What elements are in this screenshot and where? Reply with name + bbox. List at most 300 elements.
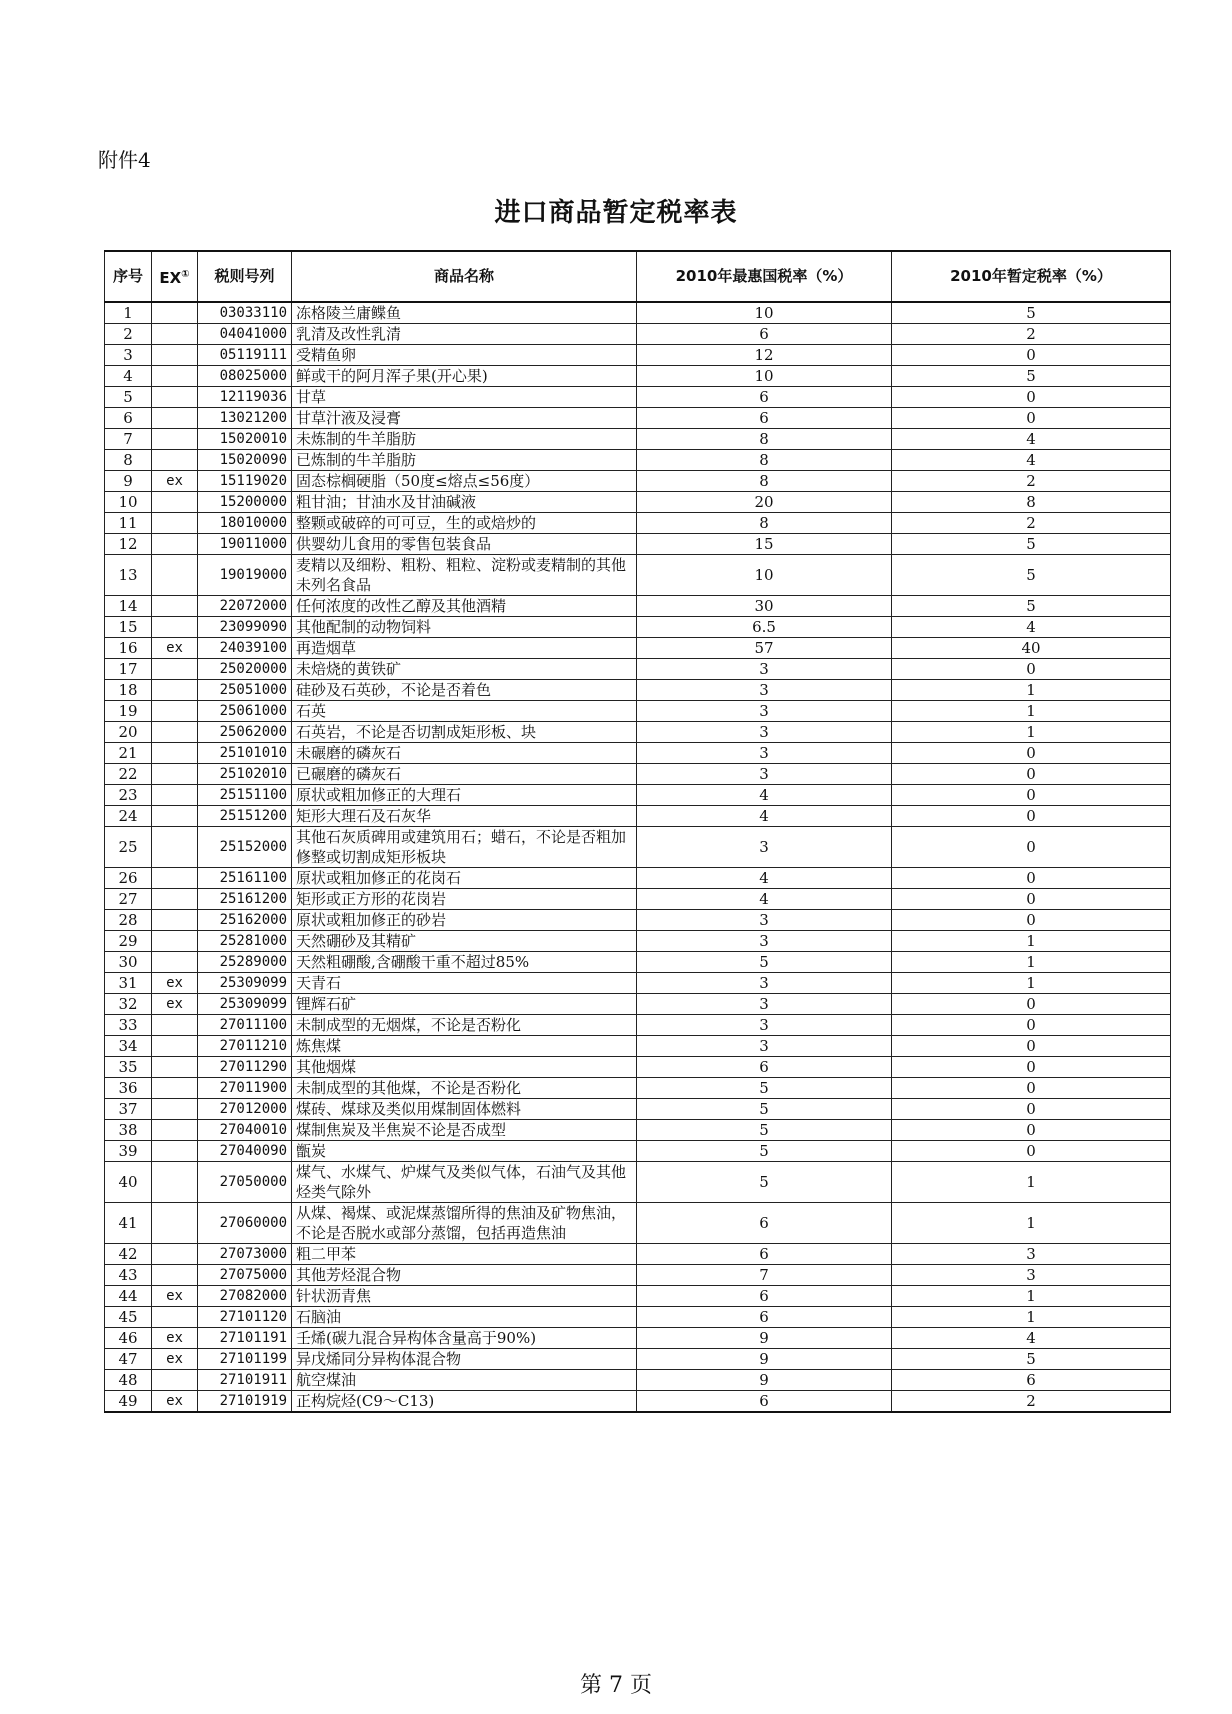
mfn-rate-cell: 20 xyxy=(637,492,892,513)
product-name-cell: 已碾磨的磷灰石 xyxy=(292,764,637,785)
tariff-code-cell: 27101120 xyxy=(198,1307,292,1328)
table-row xyxy=(105,366,1171,387)
table-row xyxy=(105,1015,1171,1036)
ex-cell xyxy=(152,785,198,806)
product-name-cell: 再造烟草 xyxy=(292,638,637,659)
tariff-code-cell: 27060000 xyxy=(198,1203,292,1244)
provisional-rate-cell: 0 xyxy=(892,743,1171,764)
tariff-code-cell: 27011290 xyxy=(198,1057,292,1078)
product-name-cell: 原状或粗加修正的大理石 xyxy=(292,785,637,806)
table-row xyxy=(105,1307,1171,1328)
provisional-rate-cell: 5 xyxy=(892,555,1171,596)
provisional-rate-cell: 4 xyxy=(892,1328,1171,1349)
provisional-rate-cell: 0 xyxy=(892,764,1171,785)
table-row xyxy=(105,513,1171,534)
provisional-rate-cell: 1 xyxy=(892,973,1171,994)
provisional-rate-cell: 0 xyxy=(892,345,1171,366)
tariff-code-cell: 25061000 xyxy=(198,701,292,722)
product-name-cell: 其他配制的动物饲料 xyxy=(292,617,637,638)
mfn-rate-cell: 3 xyxy=(637,680,892,701)
ex-cell xyxy=(152,408,198,429)
tariff-code-cell: 27101919 xyxy=(198,1391,292,1413)
table-row xyxy=(105,555,1171,596)
product-name-cell: 壬烯(碳九混合异构体含量高于90%) xyxy=(292,1328,637,1349)
ex-cell: ex xyxy=(152,994,198,1015)
table-row xyxy=(105,973,1171,994)
seq-cell: 20 xyxy=(105,722,152,743)
provisional-rate-cell: 2 xyxy=(892,1391,1171,1413)
product-name-cell: 矩形大理石及石灰华 xyxy=(292,806,637,827)
mfn-rate-cell: 6.5 xyxy=(637,617,892,638)
ex-cell xyxy=(152,1141,198,1162)
page-number: 第 7 页 xyxy=(580,1673,652,1698)
ex-cell xyxy=(152,1244,198,1265)
tariff-code-cell: 19019000 xyxy=(198,555,292,596)
provisional-rate-cell: 1 xyxy=(892,701,1171,722)
ex-cell xyxy=(152,492,198,513)
product-name-cell: 未制成型的其他煤，不论是否粉化 xyxy=(292,1078,637,1099)
table-row xyxy=(105,1349,1171,1370)
mfn-rate-cell: 6 xyxy=(637,387,892,408)
seq-cell: 15 xyxy=(105,617,152,638)
provisional-rate-cell: 0 xyxy=(892,806,1171,827)
provisional-rate-cell: 8 xyxy=(892,492,1171,513)
product-name-cell: 天然粗硼酸,含硼酸干重不超过85% xyxy=(292,952,637,973)
table-body xyxy=(105,302,1171,1412)
table-header-row xyxy=(105,251,1171,302)
tariff-code-cell: 27011900 xyxy=(198,1078,292,1099)
tariff-code-cell: 08025000 xyxy=(198,366,292,387)
mfn-rate-cell: 3 xyxy=(637,910,892,931)
provisional-rate-cell: 3 xyxy=(892,1265,1171,1286)
product-name-cell: 石脑油 xyxy=(292,1307,637,1328)
tariff-code-cell: 25101010 xyxy=(198,743,292,764)
seq-cell: 32 xyxy=(105,994,152,1015)
seq-cell: 28 xyxy=(105,910,152,931)
tariff-code-cell: 03033110 xyxy=(198,302,292,324)
attachment-label: 附件4 xyxy=(98,148,151,172)
provisional-rate-cell: 0 xyxy=(892,1141,1171,1162)
provisional-rate-cell: 2 xyxy=(892,324,1171,345)
table-row xyxy=(105,722,1171,743)
table-row xyxy=(105,596,1171,617)
tariff-code-cell: 27012000 xyxy=(198,1099,292,1120)
product-name-cell: 固态棕榈硬脂（50度≤熔点≤56度） xyxy=(292,471,637,492)
tariff-code-cell: 27101199 xyxy=(198,1349,292,1370)
table-row xyxy=(105,1265,1171,1286)
tariff-code-cell: 27101191 xyxy=(198,1328,292,1349)
mfn-rate-cell: 9 xyxy=(637,1349,892,1370)
product-name-cell: 煤气、水煤气、炉煤气及类似气体，石油气及其他烃类气除外 xyxy=(292,1162,637,1203)
provisional-rate-cell: 2 xyxy=(892,513,1171,534)
provisional-rate-cell: 1 xyxy=(892,931,1171,952)
provisional-rate-cell: 0 xyxy=(892,1057,1171,1078)
seq-cell: 14 xyxy=(105,596,152,617)
provisional-rate-cell: 5 xyxy=(892,534,1171,555)
product-name-cell: 航空煤油 xyxy=(292,1370,637,1391)
provisional-rate-cell: 6 xyxy=(892,1370,1171,1391)
mfn-rate-cell: 6 xyxy=(637,1057,892,1078)
mfn-rate-cell: 5 xyxy=(637,1120,892,1141)
ex-cell: ex xyxy=(152,1286,198,1307)
header-ex xyxy=(152,251,198,302)
table-row xyxy=(105,764,1171,785)
provisional-rate-cell: 5 xyxy=(892,1349,1171,1370)
ex-cell xyxy=(152,1120,198,1141)
table-row xyxy=(105,659,1171,680)
mfn-rate-cell: 10 xyxy=(637,555,892,596)
seq-cell: 45 xyxy=(105,1307,152,1328)
seq-cell: 11 xyxy=(105,513,152,534)
tariff-code-cell: 27011100 xyxy=(198,1015,292,1036)
mfn-rate-cell: 3 xyxy=(637,722,892,743)
tariff-code-cell: 05119111 xyxy=(198,345,292,366)
seq-cell: 40 xyxy=(105,1162,152,1203)
mfn-rate-cell: 3 xyxy=(637,659,892,680)
header-name: 商品名称 xyxy=(292,251,637,302)
provisional-rate-cell: 0 xyxy=(892,785,1171,806)
header-ex-label: EX xyxy=(159,269,182,287)
ex-cell xyxy=(152,1265,198,1286)
seq-cell: 18 xyxy=(105,680,152,701)
mfn-rate-cell: 3 xyxy=(637,764,892,785)
ex-cell xyxy=(152,1057,198,1078)
table-row xyxy=(105,324,1171,345)
seq-cell: 33 xyxy=(105,1015,152,1036)
provisional-rate-cell: 2 xyxy=(892,471,1171,492)
tariff-code-cell: 19011000 xyxy=(198,534,292,555)
seq-cell: 36 xyxy=(105,1078,152,1099)
header-code: 税则号列 xyxy=(198,251,292,302)
product-name-cell: 针状沥青焦 xyxy=(292,1286,637,1307)
ex-cell xyxy=(152,889,198,910)
table-row xyxy=(105,1099,1171,1120)
tariff-code-cell: 25151100 xyxy=(198,785,292,806)
mfn-rate-cell: 8 xyxy=(637,471,892,492)
ex-cell: ex xyxy=(152,1391,198,1413)
ex-cell: ex xyxy=(152,1328,198,1349)
mfn-rate-cell: 6 xyxy=(637,1391,892,1413)
ex-cell xyxy=(152,952,198,973)
tariff-code-cell: 25289000 xyxy=(198,952,292,973)
mfn-rate-cell: 3 xyxy=(637,1015,892,1036)
tariff-code-cell: 25309099 xyxy=(198,994,292,1015)
table-row xyxy=(105,868,1171,889)
table-row xyxy=(105,1078,1171,1099)
product-name-cell: 未焙烧的黄铁矿 xyxy=(292,659,637,680)
tariff-code-cell: 25102010 xyxy=(198,764,292,785)
provisional-rate-cell: 5 xyxy=(892,302,1171,324)
ex-cell: ex xyxy=(152,1349,198,1370)
tariff-table xyxy=(104,250,1171,1413)
product-name-cell: 原状或粗加修正的花岗石 xyxy=(292,868,637,889)
seq-cell: 38 xyxy=(105,1120,152,1141)
mfn-rate-cell: 4 xyxy=(637,785,892,806)
table-row xyxy=(105,492,1171,513)
ex-cell xyxy=(152,1307,198,1328)
seq-cell: 7 xyxy=(105,429,152,450)
provisional-rate-cell: 0 xyxy=(892,408,1171,429)
product-name-cell: 乳清及改性乳清 xyxy=(292,324,637,345)
table-row xyxy=(105,450,1171,471)
table-row xyxy=(105,994,1171,1015)
product-name-cell: 任何浓度的改性乙醇及其他酒精 xyxy=(292,596,637,617)
mfn-rate-cell: 4 xyxy=(637,889,892,910)
ex-cell xyxy=(152,596,198,617)
provisional-rate-cell: 0 xyxy=(892,994,1171,1015)
product-name-cell: 整颗或破碎的可可豆，生的或焙炒的 xyxy=(292,513,637,534)
product-name-cell: 其他烟煤 xyxy=(292,1057,637,1078)
product-name-cell: 粗甘油；甘油水及甘油碱液 xyxy=(292,492,637,513)
tariff-code-cell: 27075000 xyxy=(198,1265,292,1286)
table-row xyxy=(105,701,1171,722)
seq-cell: 4 xyxy=(105,366,152,387)
seq-cell: 25 xyxy=(105,827,152,868)
header-ex-footnote-mark: ① xyxy=(181,269,190,280)
ex-cell: ex xyxy=(152,471,198,492)
mfn-rate-cell: 15 xyxy=(637,534,892,555)
provisional-rate-cell: 5 xyxy=(892,366,1171,387)
tariff-code-cell: 27082000 xyxy=(198,1286,292,1307)
tariff-code-cell: 15020090 xyxy=(198,450,292,471)
mfn-rate-cell: 5 xyxy=(637,1141,892,1162)
seq-cell: 44 xyxy=(105,1286,152,1307)
table-row xyxy=(105,827,1171,868)
table-row xyxy=(105,680,1171,701)
provisional-rate-cell: 1 xyxy=(892,1162,1171,1203)
seq-cell: 27 xyxy=(105,889,152,910)
mfn-rate-cell: 4 xyxy=(637,868,892,889)
seq-cell: 22 xyxy=(105,764,152,785)
ex-cell xyxy=(152,1370,198,1391)
table-row xyxy=(105,617,1171,638)
provisional-rate-cell: 1 xyxy=(892,1203,1171,1244)
ex-cell xyxy=(152,701,198,722)
seq-cell: 2 xyxy=(105,324,152,345)
tariff-code-cell: 25162000 xyxy=(198,910,292,931)
mfn-rate-cell: 5 xyxy=(637,1162,892,1203)
mfn-rate-cell: 3 xyxy=(637,973,892,994)
ex-cell: ex xyxy=(152,638,198,659)
provisional-rate-cell: 0 xyxy=(892,889,1171,910)
table-row xyxy=(105,1141,1171,1162)
table-row xyxy=(105,910,1171,931)
seq-cell: 19 xyxy=(105,701,152,722)
table-row xyxy=(105,408,1171,429)
tariff-code-cell: 25281000 xyxy=(198,931,292,952)
table-row xyxy=(105,1120,1171,1141)
ex-cell xyxy=(152,555,198,596)
seq-cell: 39 xyxy=(105,1141,152,1162)
mfn-rate-cell: 9 xyxy=(637,1328,892,1349)
tariff-code-cell: 27011210 xyxy=(198,1036,292,1057)
seq-cell: 37 xyxy=(105,1099,152,1120)
tariff-code-cell: 25020000 xyxy=(198,659,292,680)
product-name-cell: 未碾磨的磷灰石 xyxy=(292,743,637,764)
product-name-cell: 麦精以及细粉、粗粉、粗粒、淀粉或麦精制的其他未列名食品 xyxy=(292,555,637,596)
mfn-rate-cell: 9 xyxy=(637,1370,892,1391)
product-name-cell: 煤砖、煤球及类似用煤制固体燃料 xyxy=(292,1099,637,1120)
seq-cell: 47 xyxy=(105,1349,152,1370)
provisional-rate-cell: 1 xyxy=(892,680,1171,701)
mfn-rate-cell: 3 xyxy=(637,931,892,952)
ex-cell xyxy=(152,617,198,638)
seq-cell: 21 xyxy=(105,743,152,764)
ex-cell xyxy=(152,910,198,931)
table-row xyxy=(105,1057,1171,1078)
seq-cell: 26 xyxy=(105,868,152,889)
provisional-rate-cell: 4 xyxy=(892,617,1171,638)
table-row xyxy=(105,638,1171,659)
product-name-cell: 未炼制的牛羊脂肪 xyxy=(292,429,637,450)
mfn-rate-cell: 4 xyxy=(637,806,892,827)
provisional-rate-cell: 0 xyxy=(892,1099,1171,1120)
provisional-rate-cell: 0 xyxy=(892,1078,1171,1099)
mfn-rate-cell: 8 xyxy=(637,513,892,534)
ex-cell xyxy=(152,1078,198,1099)
tariff-code-cell: 27073000 xyxy=(198,1244,292,1265)
tariff-code-cell: 18010000 xyxy=(198,513,292,534)
mfn-rate-cell: 10 xyxy=(637,302,892,324)
table-row xyxy=(105,1244,1171,1265)
ex-cell xyxy=(152,450,198,471)
ex-cell xyxy=(152,513,198,534)
ex-cell xyxy=(152,429,198,450)
ex-cell xyxy=(152,1162,198,1203)
table-row xyxy=(105,806,1171,827)
product-name-cell: 甘草 xyxy=(292,387,637,408)
seq-cell: 31 xyxy=(105,973,152,994)
ex-cell xyxy=(152,324,198,345)
provisional-rate-cell: 0 xyxy=(892,868,1171,889)
provisional-rate-cell: 1 xyxy=(892,1286,1171,1307)
mfn-rate-cell: 6 xyxy=(637,1307,892,1328)
table-row xyxy=(105,471,1171,492)
seq-cell: 12 xyxy=(105,534,152,555)
provisional-rate-cell: 0 xyxy=(892,910,1171,931)
seq-cell: 8 xyxy=(105,450,152,471)
seq-cell: 41 xyxy=(105,1203,152,1244)
product-name-cell: 鲜或干的阿月浑子果(开心果) xyxy=(292,366,637,387)
provisional-rate-cell: 1 xyxy=(892,952,1171,973)
product-name-cell: 石英岩，不论是否切割成矩形板、块 xyxy=(292,722,637,743)
seq-cell: 10 xyxy=(105,492,152,513)
tariff-code-cell: 25309099 xyxy=(198,973,292,994)
mfn-rate-cell: 3 xyxy=(637,743,892,764)
seq-cell: 6 xyxy=(105,408,152,429)
product-name-cell: 异戊烯同分异构体混合物 xyxy=(292,1349,637,1370)
mfn-rate-cell: 12 xyxy=(637,345,892,366)
tariff-code-cell: 27040010 xyxy=(198,1120,292,1141)
product-name-cell: 其他芳烃混合物 xyxy=(292,1265,637,1286)
mfn-rate-cell: 5 xyxy=(637,1099,892,1120)
seq-cell: 16 xyxy=(105,638,152,659)
ex-cell xyxy=(152,1036,198,1057)
ex-cell xyxy=(152,743,198,764)
tariff-code-cell: 23099090 xyxy=(198,617,292,638)
header-provisional-rate: 2010年暂定税率（%） xyxy=(892,251,1171,302)
mfn-rate-cell: 8 xyxy=(637,429,892,450)
seq-cell: 24 xyxy=(105,806,152,827)
seq-cell: 49 xyxy=(105,1391,152,1413)
table-row xyxy=(105,889,1171,910)
product-name-cell: 已炼制的牛羊脂肪 xyxy=(292,450,637,471)
seq-cell: 30 xyxy=(105,952,152,973)
product-name-cell: 供婴幼儿食用的零售包装食品 xyxy=(292,534,637,555)
mfn-rate-cell: 6 xyxy=(637,1244,892,1265)
seq-cell: 35 xyxy=(105,1057,152,1078)
seq-cell: 42 xyxy=(105,1244,152,1265)
provisional-rate-cell: 0 xyxy=(892,1015,1171,1036)
table-row xyxy=(105,1036,1171,1057)
provisional-rate-cell: 4 xyxy=(892,429,1171,450)
seq-cell: 9 xyxy=(105,471,152,492)
seq-cell: 46 xyxy=(105,1328,152,1349)
table-row xyxy=(105,302,1171,324)
seq-cell: 17 xyxy=(105,659,152,680)
table-row xyxy=(105,1286,1171,1307)
ex-cell xyxy=(152,764,198,785)
table-row xyxy=(105,931,1171,952)
provisional-rate-cell: 1 xyxy=(892,1307,1171,1328)
mfn-rate-cell: 3 xyxy=(637,701,892,722)
table-row xyxy=(105,429,1171,450)
provisional-rate-cell: 0 xyxy=(892,659,1171,680)
tariff-code-cell: 24039100 xyxy=(198,638,292,659)
mfn-rate-cell: 3 xyxy=(637,994,892,1015)
product-name-cell: 原状或粗加修正的砂岩 xyxy=(292,910,637,931)
table-row xyxy=(105,1328,1171,1349)
mfn-rate-cell: 6 xyxy=(637,1203,892,1244)
ex-cell xyxy=(152,1099,198,1120)
ex-cell xyxy=(152,827,198,868)
tariff-code-cell: 27050000 xyxy=(198,1162,292,1203)
provisional-rate-cell: 5 xyxy=(892,596,1171,617)
mfn-rate-cell: 6 xyxy=(637,1286,892,1307)
provisional-rate-cell: 0 xyxy=(892,387,1171,408)
seq-cell: 1 xyxy=(105,302,152,324)
ex-cell xyxy=(152,366,198,387)
product-name-cell: 煤制焦炭及半焦炭不论是否成型 xyxy=(292,1120,637,1141)
tariff-code-cell: 04041000 xyxy=(198,324,292,345)
tariff-code-cell: 25062000 xyxy=(198,722,292,743)
mfn-rate-cell: 5 xyxy=(637,952,892,973)
mfn-rate-cell: 6 xyxy=(637,324,892,345)
ex-cell: ex xyxy=(152,973,198,994)
ex-cell xyxy=(152,722,198,743)
mfn-rate-cell: 57 xyxy=(637,638,892,659)
table-row xyxy=(105,387,1171,408)
ex-cell xyxy=(152,534,198,555)
ex-cell xyxy=(152,868,198,889)
product-name-cell: 从煤、褐煤、或泥煤蒸馏所得的焦油及矿物焦油，不论是否脱水或部分蒸馏，包括再造焦油 xyxy=(292,1203,637,1244)
tariff-code-cell: 25152000 xyxy=(198,827,292,868)
tariff-code-cell: 25161200 xyxy=(198,889,292,910)
table-row xyxy=(105,1391,1171,1413)
seq-cell: 13 xyxy=(105,555,152,596)
ex-cell xyxy=(152,1203,198,1244)
ex-cell xyxy=(152,806,198,827)
product-name-cell: 未制成型的无烟煤，不论是否粉化 xyxy=(292,1015,637,1036)
table-row xyxy=(105,1162,1171,1203)
table-row xyxy=(105,534,1171,555)
provisional-rate-cell: 1 xyxy=(892,722,1171,743)
header-mfn-rate: 2010年最惠国税率（%） xyxy=(637,251,892,302)
product-name-cell: 锂辉石矿 xyxy=(292,994,637,1015)
tariff-code-cell: 27101911 xyxy=(198,1370,292,1391)
seq-cell: 5 xyxy=(105,387,152,408)
table-row xyxy=(105,785,1171,806)
